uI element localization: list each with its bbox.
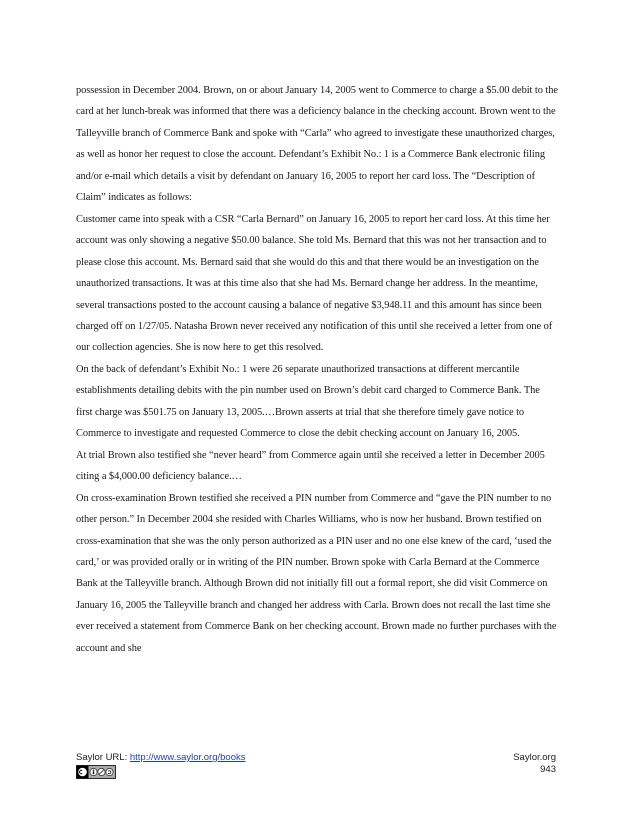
footer-page-info — [513, 752, 556, 776]
paragraph-4: At trial Brown also testified she “never heard” from Commerce again until she received a letter in December 2005 citing a $4,000.00 deficiency balance.… — [76, 449, 545, 483]
footer-source — [76, 752, 246, 763]
page-number: 943 — [540, 764, 556, 775]
footer-site: Saylor.org — [513, 752, 556, 763]
footer-url-link[interactable]: http://www.saylor.org/books — [129, 752, 246, 763]
paragraph-5: On cross-examination Brown testified she received a PIN number from Commerce and “gave the PIN number to no other person.” In December 2004 she resided with Charles Williams, who is now her husband. Brown testified on cross-examination that she was the only person authorized as a PIN user and no one else knew of the card, ‘used the card,’ or was provided orally or in writing of the PIN number. Brown spoke with Carla Bernard at the Commerce Bank at the Talleyville branch. Although Brown did not initially fill out a formal report, she did visit Commerce on January 16, 2005 the Talleyville branch and changed her address with Carla. Brown does not recall the last time she ever received a statement from Commerce Bank on her checking account. Brown made no further purchases with the account and she — [76, 492, 557, 654]
footer-url-label: Saylor URL: — [76, 752, 128, 763]
document-body — [76, 80, 558, 659]
paragraph-3: On the back of defendant’s Exhibit No.: 1 were 26 separate unauthorized transactions at different mercantile establishments detailing debits with the pin number used on Brown’s debit card charged to Commerce Bank. The first charge was $501.75 on January 13, 2005.…Brown asserts at trial that she therefore timely gave notice to Commerce to investigate and requested Commerce to close the debit checking account on January 16, 2005. — [76, 363, 540, 440]
paragraph-1: possession in December 2004. Brown, on or about January 14, 2005 went to Commerce to charge a $5.00 debit to the card at her lunch-break was informed that there was a deficiency balance in the checking account. Brown went to the Talleyville branch of Commerce Bank and spoke with “Carla” who agreed to investigate these unauthorized charges, as well as honor her request to close the account. Defendant’s Exhibit No.: 1 is a Commerce Bank electronic filing and/or e-mail which details a visit by defendant on January 16, 2005 to report her card loss. The “Description of Claim” indicates as follows: — [76, 85, 558, 204]
cc-by-nc-sa-badge-icon — [76, 765, 116, 779]
paragraph-2-claim-description: Customer came into speak with a CSR “Carla Bernard” on January 16, 2005 to report her card loss. At this time her account was only showing a negative $50.00 balance. She told Ms. Bernard that this was not her transaction and to please close this account. Ms. Bernard said that she would do this and that there would be an investigation on the unauthorized transactions. It was at this time also that she had Ms. Bernard change her address. In the meantime, several transactions posted to the account causing a balance of negative $3,948.11 and this amount has since been charged off on 1/27/05. Natasha Brown never received any notification of this until she received a letter from one of our collection agencies. She is now here to get this resolved. — [76, 213, 553, 354]
